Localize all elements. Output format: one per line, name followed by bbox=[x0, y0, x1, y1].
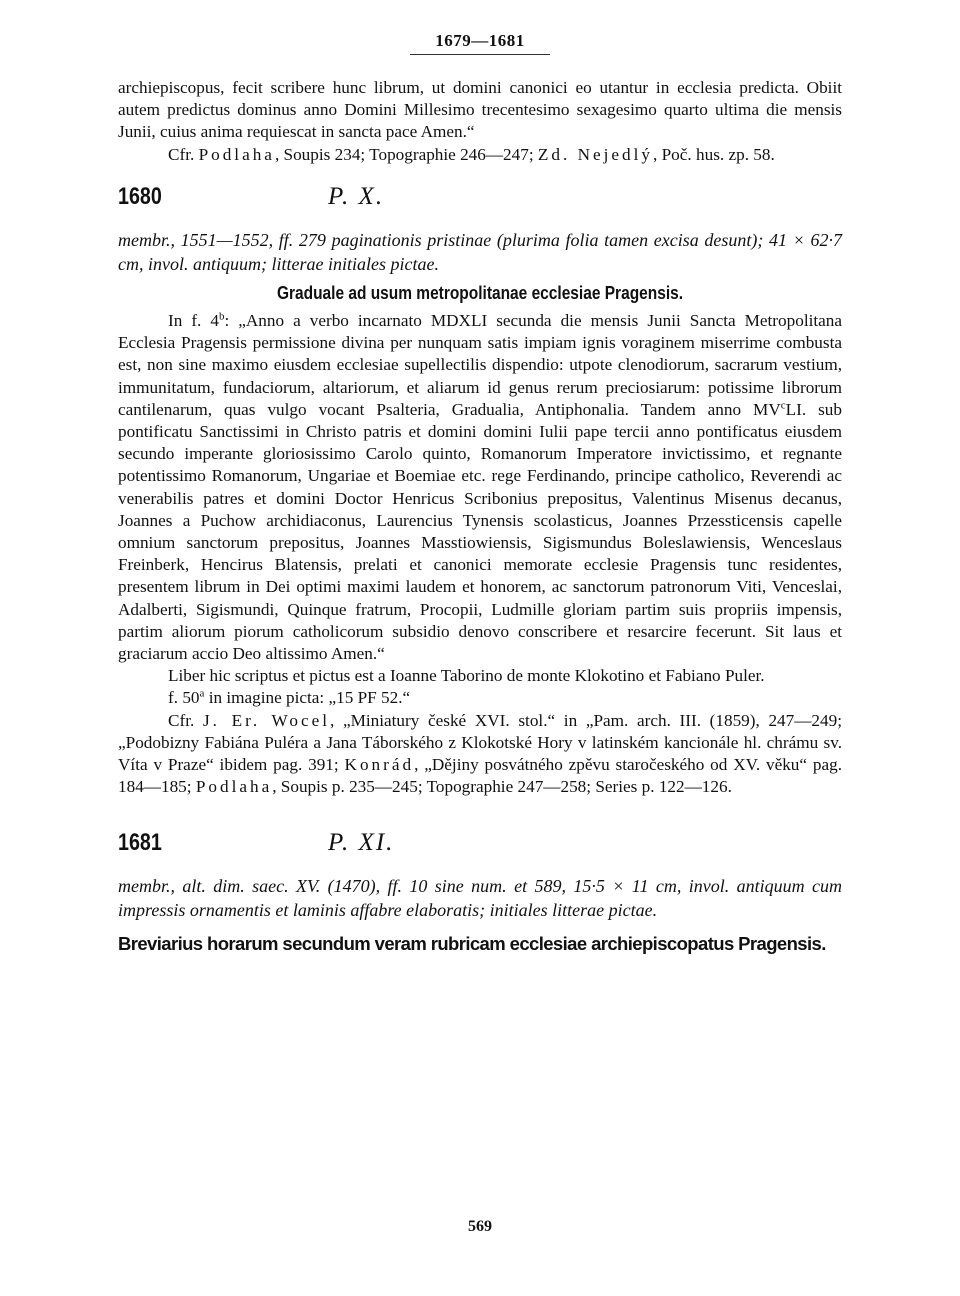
reference-paragraph bbox=[118, 144, 842, 166]
inscription-text: LI. sub pontificatu Sanctissimi in Christo patris et domini domini Iulii pape tercii anno pontificatus eiusdem secundo imperante gloriosissimo Carolo quinto, Romanorum Imperatore invictissimo, et regnante potentissimo Romanorum, Ungariae et Boemiae etc. rege Ferdinando, principe catholico, Reverendi ac venerabilis patres et domini Doctor Henricus Scribonius prepositus, Valentinus Misenus decanus, Joannes a Puchow archidiaconus, Laurencius Tynensis scolasticus, Joannes Przessticensis capelle omnium sanctorum prepositus, Joannes Masstiowiensis, Sigismundus Boleslawiensis, Wenceslaus Freinberk, Hencirus Blatensis, prelati et canonici memorate ecclesie Pragensis tunc residentes, presentem librum in Dei optimi maximi laudem et honorem, ac sanctorum patronorum Viti, Venceslai, Adalberti, Sigismundi, Quinque fratrum, Procopii, Ludmille gloriam partim suis propriis impensis, partim aliorum piorum catholicorum subsidio denovo conscribere et resarcire fecerunt. Sit laus et graciarum accio Deo altissimo Amen.“ bbox=[118, 399, 842, 664]
ref-text: , Poč. hus. zp. 58. bbox=[653, 144, 775, 164]
reference-paragraph bbox=[118, 710, 842, 799]
superscript: b bbox=[218, 310, 225, 323]
entry-number: 1681 bbox=[118, 829, 162, 857]
running-head-rule bbox=[410, 54, 550, 55]
ref-text: Cfr. bbox=[168, 144, 199, 164]
entry-description: membr., 1551—1552, ff. 279 paginationis pristinae (plurima folia tamen excisa desunt); 41 × 62·7 cm, invol. antiquum; litterae initiales pictae. bbox=[118, 229, 842, 274]
folio-note-paragraph bbox=[118, 687, 842, 709]
inscription-text: : „Anno a verbo incarnato MDXLI secunda die mensis Junii Sancta Metropolitana Ecclesia Pragensis permissione divina per nunquam satis impiam ignis voraginem miserrime combusta est, non sine maximo eiusdem ecclesiae supellectilis dispendio: utpote clenodiorum, sacrarum vestium, immunitatum, fundaciorum, altariorum, et aliarum id genus rerum preciosiarum: potissime librorum cantilenarum, quas vulgo vocant Psalteria, Gradualia, Antiphonalia. Tandem anno MV bbox=[118, 311, 842, 419]
entry-title: Graduale ad usum metropolitanae ecclesiae Pragensis. bbox=[276, 282, 684, 303]
ref-author: Konrád bbox=[344, 755, 415, 775]
continuation-paragraph: archiepiscopus, fecit scribere hunc librum, ut domini canonici eo utantur in ecclesia predicta. Obiit autem predictus dominus anno Domini Millesimo trecentesimo sexagesimo quarto ultima die mensis Junii, cuius anima requiescat in sancta pace Amen.“ bbox=[118, 78, 842, 142]
ref-author: Podlaha bbox=[195, 777, 273, 797]
entry-heading-1681 bbox=[118, 829, 842, 870]
entry-signature: P. X. bbox=[328, 182, 385, 210]
ref-text: , „Miniatury české XVI. stol.“ in „Pam. arch. III. (1859), 247—249; „Podobizny Fabiána Puléra a Jana Táborského z Klokotské Hory v latinském kancionále hl. chrámu sv. Víta v Praze“ ibidem pag. 391; bbox=[118, 710, 842, 775]
running-head: 1679—1681 bbox=[435, 31, 525, 50]
document-page bbox=[118, 30, 842, 956]
entry-title: Breviarius horarum secundum veram rubricam ecclesiae archiepiscopatus Pragensis. bbox=[118, 933, 826, 955]
folio-note-text: f. 50 bbox=[168, 688, 200, 708]
page-number: 569 bbox=[468, 1218, 492, 1235]
inscription-paragraph bbox=[118, 310, 842, 665]
ref-text: , Soupis 234; Topographie 246—247; bbox=[274, 144, 538, 164]
entry-number: 1680 bbox=[118, 182, 162, 210]
ref-text: , „Dějiny posvátného zpěvu staročeského od XV. věku“ pag. 184—185; bbox=[118, 755, 842, 797]
ref-author: J. Er. Wocel bbox=[202, 710, 330, 730]
superscript: c bbox=[780, 399, 786, 412]
entry-signature: P. XI. bbox=[328, 829, 395, 857]
inscription-text: In f. 4 bbox=[168, 311, 219, 331]
ref-text: , Soupis p. 235—245; Topographie 247—258; Series p. 122—126. bbox=[272, 777, 732, 797]
entry-description: membr., alt. dim. saec. XV. (1470), ff. 10 sine num. et 589, 15·5 × 11 cm, invol. antiquum cum impressis ornamentis et laminis affabre elaboratis; initiales litterae pictae. bbox=[118, 876, 842, 921]
scribe-paragraph: Liber hic scriptus et pictus est a Ioanne Taborino de monte Klokotino et Fabiano Puler. bbox=[168, 666, 765, 686]
entry-heading-1680 bbox=[118, 182, 842, 224]
ref-author: Zd. Nejedlý bbox=[537, 144, 654, 164]
ref-text: Cfr. bbox=[168, 710, 203, 730]
superscript: a bbox=[199, 687, 205, 700]
ref-author: Podlaha bbox=[198, 144, 275, 164]
folio-note-text: in imagine picta: „15 PF 52.“ bbox=[204, 688, 411, 708]
